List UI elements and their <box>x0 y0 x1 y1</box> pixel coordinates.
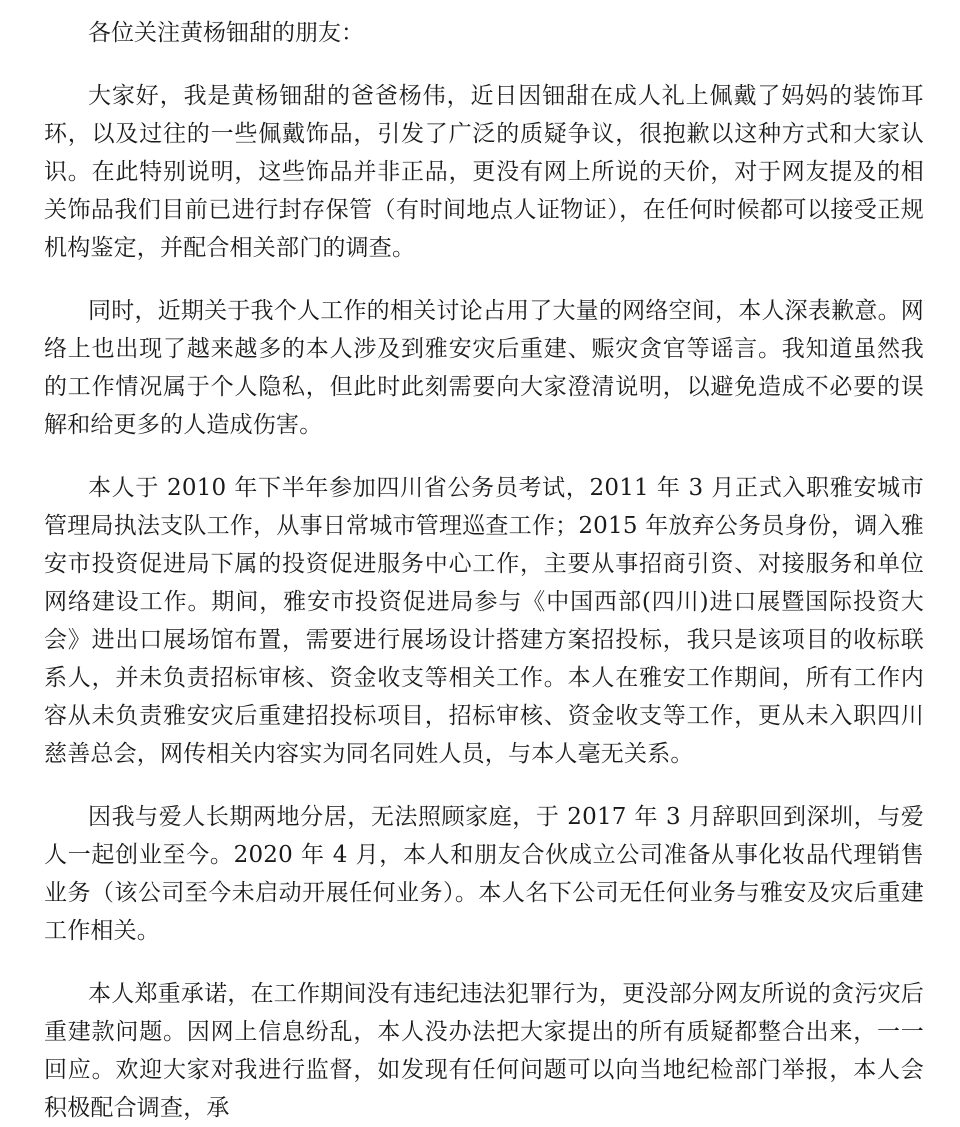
paragraph-4: 因我与爱人长期两地分居，无法照顾家庭，于 2017 年 3 月辞职回到深圳，与爱人一起创业至今。2020 年 4 月，本人和朋友合伙成立公司准备从事化妆品代理销售业务（该公司至今未启动开展任何业务）。本人名下公司无任何业务与雅安及灾后重建工作相关。 <box>44 804 924 944</box>
paragraph-5: 本人郑重承诺，在工作期间没有违纪违法犯罪行为，更没部分网友所说的贪污灾后重建款问题。因网上信息纷乱，本人没办法把大家提出的所有质疑都整合出来，一一回应。欢迎大家对我进行监督，如发现有任何问题可以向当地纪检部门举报，本人会积极配合调查，承 <box>44 981 924 1121</box>
paragraph-1: 大家好，我是黄杨钿甜的爸爸杨伟，近日因钿甜在成人礼上佩戴了妈妈的装饰耳环，以及过往的一些佩戴饰品，引发了广泛的质疑争议，很抱歉以这种方式和大家认识。在此特别说明，这些饰品并非正品，更没有网上所说的天价，对于网友提及的相关饰品我们目前已进行封存保管（有时间地点人证物证），在任何时候都可以接受正规机构鉴定，并配合相关部门的调查。 <box>44 83 924 261</box>
greeting-line: 各位关注黄杨钿甜的朋友： <box>88 20 364 46</box>
paragraph-2: 同时，近期关于我个人工作的相关讨论占用了大量的网络空间，本人深表歉意。网络上也出现了越来越多的本人涉及到雅安灾后重建、赈灾贪官等谣言。我知道虽然我的工作情况属于个人隐私，但此时此刻需要向大家澄清说明，以避免造成不必要的误解和给更多的人造成伤害。 <box>44 298 924 438</box>
paragraph-3: 本人于 2010 年下半年参加四川省公务员考试，2011 年 3 月正式入职雅安城市管理局执法支队工作，从事日常城市管理巡查工作；2015 年放弃公务员身份，调入雅安市投资促进局下属的投资促进服务中心工作，主要从事招商引资、对接服务和单位网络建设工作。期间，雅安市投资促进局参与《中国西部(四川)进口展暨国际投资大会》进出口展场馆布置，需要进行展场设计搭建方案招投标，我只是该项目的收标联系人，并未负责招标审核、资金收支等相关工作。本人在雅安工作期间，所有工作内容从未负责雅安灾后重建招投标项目，招标审核、资金收支等工作，更从未入职四川慈善总会，网传相关内容实为同名同姓人员，与本人毫无关系。 <box>44 475 924 767</box>
